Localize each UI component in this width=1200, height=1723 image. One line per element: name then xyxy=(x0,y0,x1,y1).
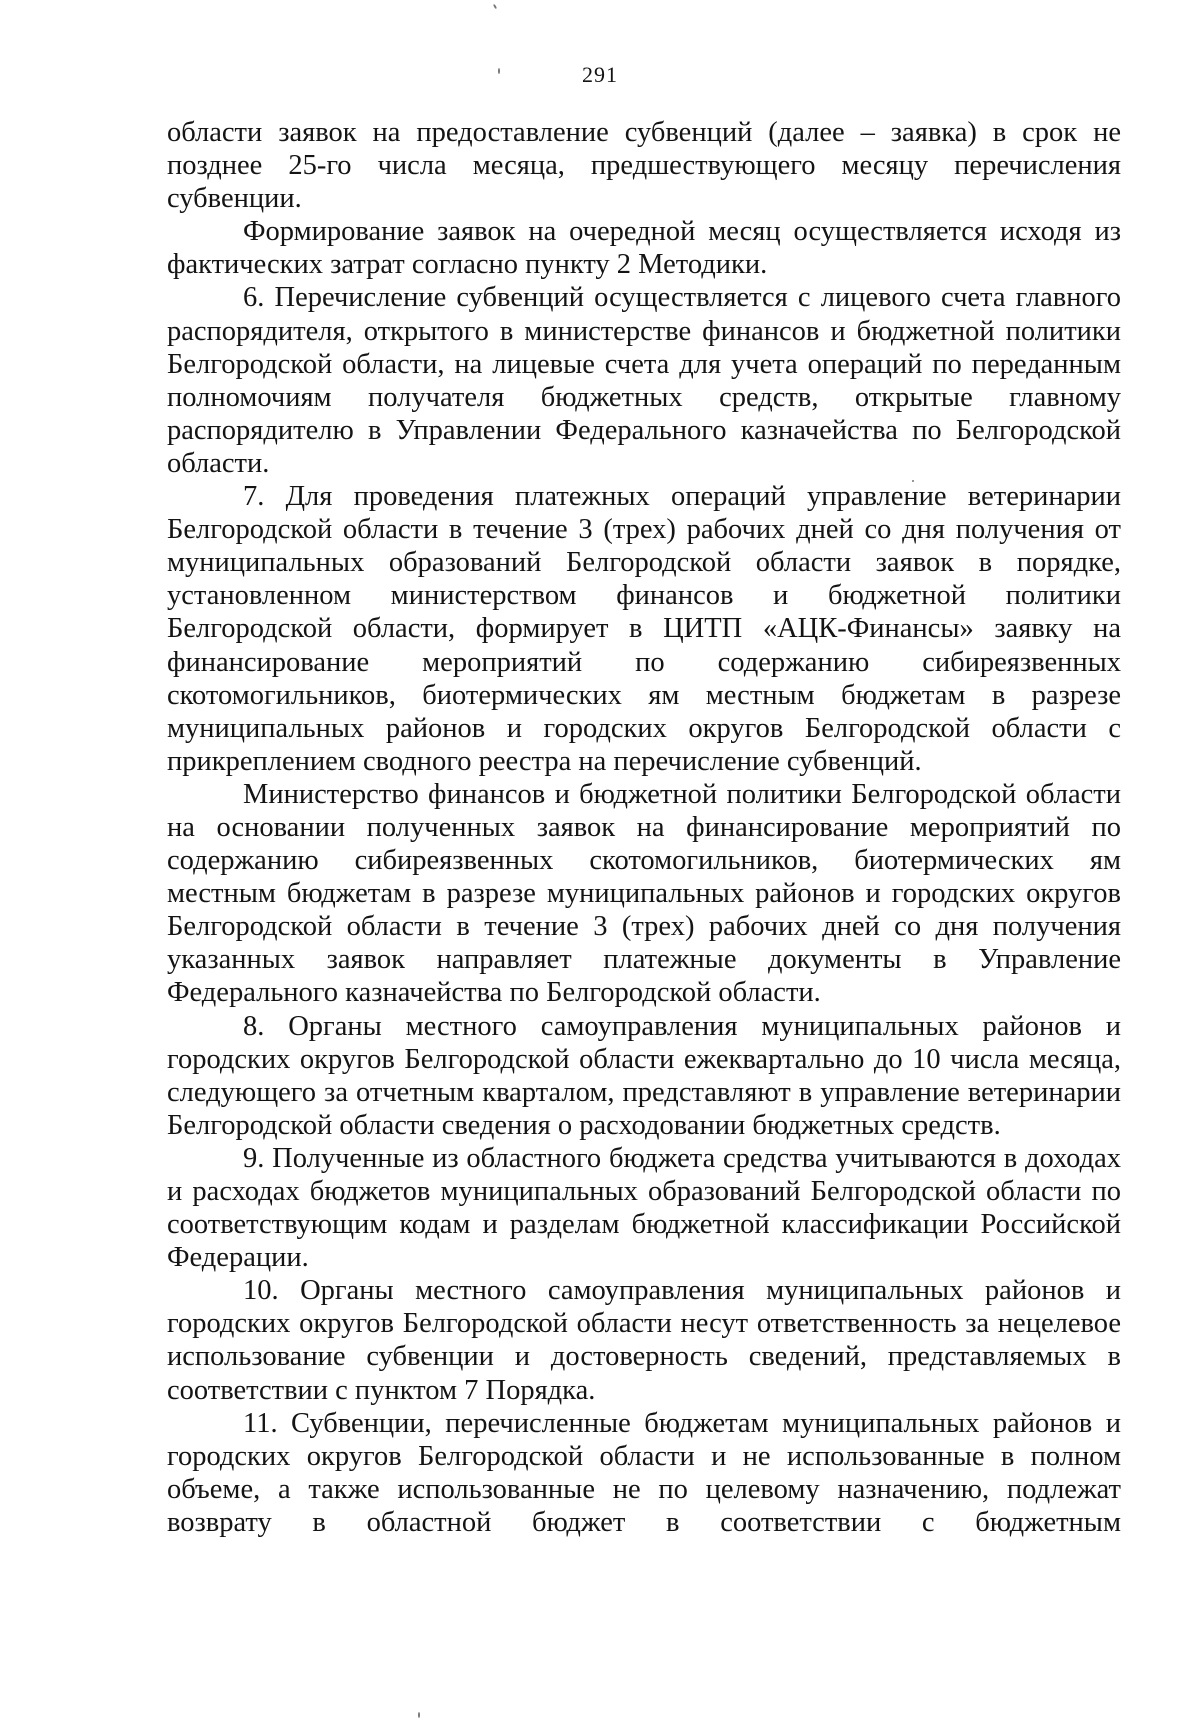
paragraph-item-8: 8. Органы местного самоуправления муниципальных районов и городских округов Белгородской области ежеквартально до 10 числа месяца, следующего за отчетным кварталом, представляют в управление ветеринарии Белгородской области сведения о расходовании бюджетных средств. xyxy=(167,1010,1121,1141)
paragraph-item-7: 7. Для проведения платежных операций управление ветеринарии Белгородской области в течение 3 (трех) рабочих дней со дня получения от муниципальных образований Белгородской области заявок в порядке, установленном министерством финансов и бюджетной политики Белгородской области, формирует в ЦИТП «АЦК-Финансы» заявку на финансирование мероприятий по содержанию сибиреязвенных скотомогильников, биотермических ям местным бюджетам в разрезе муниципальных районов и городских округов Белгородской области с прикреплением сводного реестра на перечисление субвенций. xyxy=(167,481,1121,777)
document-body xyxy=(167,116,1121,1539)
scan-speck xyxy=(418,1712,420,1718)
paragraph-continuation: области заявок на предоставление субвенций (далее – заявка) в срок не позднее 25-го числа месяца, предшествующего месяцу перечисления субвенции. xyxy=(167,117,1121,215)
paragraph-item-10: 10. Органы местного самоуправления муниципальных районов и городских округов Белгородской области несут ответственность за нецелевое использование субвенции и достоверность сведений, представляемых в соответствии с пунктом 7 Порядка. xyxy=(167,1275,1121,1406)
paragraph-ministry-of-finance: Министерство финансов и бюджетной политики Белгородской области на основании полученных заявок на финансирование мероприятий по содержанию сибиреязвенных скотомогильников, биотермических ям местным бюджетам в разрезе муниципальных районов и городских округов Белгородской области в течение 3 (трех) рабочих дней со дня получения указанных заявок направляет платежные документы в Управление Федерального казначейства по Белгородской области. xyxy=(167,778,1121,1009)
scan-speck xyxy=(493,4,497,9)
paragraph-item-9: 9. Полученные из областного бюджета средства учитываются в доходах и расходах бюджетов муниципальных образований Белгородской области по соответствующим кодам и разделам бюджетной классификации Российской Федерации. xyxy=(167,1142,1121,1274)
page-number: 291 xyxy=(582,62,618,87)
paragraph-item-11: 11. Субвенции, перечисленные бюджетам муниципальных районов и городских округов Белгородской области и не использованные в полном объеме, а также использованные не по целевому назначению, подлежат возврату в областной бюджет в соответствии с бюджетным xyxy=(167,1407,1121,1538)
paragraph-applications-formation: Формирование заявок на очередной месяц осуществляется исходя из фактических затрат согласно пункту 2 Методики. xyxy=(167,216,1121,281)
paragraph-item-6: 6. Перечисление субвенций осуществляется с лицевого счета главного распорядителя, открытого в министерстве финансов и бюджетной политики Белгородской области, на лицевые счета для учета операций по переданным полномочиям получателя бюджетных средств, открытые главному распорядителю в Управлении Федерального казначейства по Белгородской области. xyxy=(167,282,1121,479)
